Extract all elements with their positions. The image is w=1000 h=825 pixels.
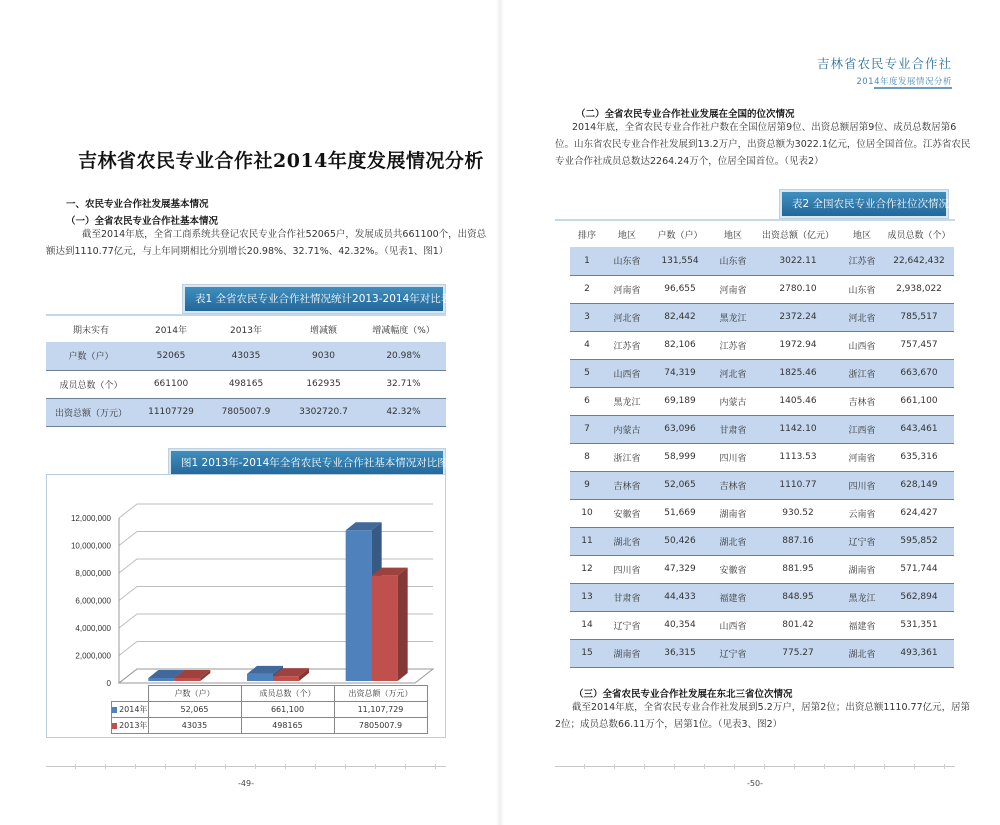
cell: 浙江省	[840, 359, 884, 387]
cell: 3	[570, 303, 604, 331]
cell: 20.98%	[361, 342, 446, 370]
cell: 643,461	[884, 415, 954, 443]
cell: 131,554	[650, 247, 710, 275]
cell: 辽宁省	[604, 611, 650, 639]
table-row	[570, 359, 954, 387]
cell: 531,351	[884, 611, 954, 639]
y-tick-label: 0	[106, 679, 111, 688]
cell: 595,852	[884, 527, 954, 555]
cell: 50,426	[650, 527, 710, 555]
table-row	[570, 471, 954, 499]
cell: 山西省	[840, 331, 884, 359]
cell: 2372.24	[756, 303, 840, 331]
paragraph-line: 2位；成员总数66.11万个，居第1位。（见表3、图2）	[555, 719, 783, 730]
table-row	[570, 415, 954, 443]
cell: 5	[570, 359, 604, 387]
legend-entry-2014	[112, 702, 149, 718]
cell: 493,361	[884, 639, 954, 667]
paragraph-line: 截至2014年底，全省工商系统共登记农民专业合作社52065户，发展成员共661100个，出资总	[82, 229, 487, 240]
table-row	[46, 342, 446, 370]
section-heading: 一、农民专业合作社发展基本情况	[66, 199, 209, 210]
cell: 湖南省	[710, 499, 756, 527]
page-number: -49-	[238, 779, 254, 788]
column-header: 2014年	[155, 325, 187, 336]
cell: 8	[570, 443, 604, 471]
running-head	[817, 54, 952, 87]
cell: 甘肃省	[710, 415, 756, 443]
table-row	[570, 387, 954, 415]
table2	[570, 221, 954, 668]
cell: 2	[570, 275, 604, 303]
cell: 785,517	[884, 303, 954, 331]
table-row	[570, 555, 954, 583]
cell: 69,189	[650, 387, 710, 415]
gridline	[119, 504, 433, 518]
cell: 河北省	[604, 303, 650, 331]
cell: 福建省	[840, 611, 884, 639]
cell: 吉林省	[710, 471, 756, 499]
cell: 1972.94	[756, 331, 840, 359]
document-title: 吉林省农民专业合作社2014年度发展情况分析	[78, 150, 484, 172]
cell: 74,319	[650, 359, 710, 387]
cell: 635,316	[884, 443, 954, 471]
cell: 12	[570, 555, 604, 583]
cell: 1110.77	[756, 471, 840, 499]
category-label: 成员总数（个）	[241, 686, 334, 702]
gridline	[119, 532, 433, 546]
y-tick-label: 2,000,000	[75, 651, 111, 661]
cell: 1825.46	[756, 359, 840, 387]
cell: 162935	[286, 370, 361, 398]
table-row	[570, 443, 954, 471]
legend-swatch-icon	[112, 723, 117, 729]
running-head-title: 吉林省农民专业合作社	[816, 56, 952, 71]
cell: 黑龙江	[604, 387, 650, 415]
cell: 1405.46	[756, 387, 840, 415]
data-label: 498165	[241, 718, 334, 734]
cell: 881.95	[756, 555, 840, 583]
data-label: 43035	[148, 718, 241, 734]
running-head-rule	[874, 87, 952, 89]
table1-caption: 表1 全省农民专业合作社情况统计2013-2014年对比表	[183, 285, 445, 313]
cell: 52065	[136, 342, 206, 370]
paragraph-line: 额达到1110.77亿元，与上年同期相比分别增长20.98%、32.71%、42.32%。（见表1、图1）	[46, 246, 449, 257]
cell: 吉林省	[604, 471, 650, 499]
figure1-caption: 图1 2013年-2014年全省农民专业合作社基本情况对比图	[169, 449, 445, 477]
table-row	[570, 583, 954, 611]
cell: 1	[570, 247, 604, 275]
cell: 河南省	[840, 443, 884, 471]
paragraph-line: 专业合作社成员总数达2264.24万个，位居全国首位。（见表2）	[555, 156, 824, 167]
cell: 云南省	[840, 499, 884, 527]
column-header: 期末实有	[72, 325, 109, 336]
data-label: 52,065	[148, 702, 241, 718]
cell: 624,427	[884, 499, 954, 527]
column-header: 排序	[577, 230, 596, 241]
cell: 22,642,432	[884, 247, 954, 275]
footer-ticks	[555, 764, 955, 769]
chart-data-table	[111, 685, 428, 734]
cell: 江苏省	[840, 247, 884, 275]
bar-2013年-2	[372, 568, 408, 681]
cell: 52,065	[650, 471, 710, 499]
cell: 辽宁省	[840, 527, 884, 555]
cell: 山东省	[710, 247, 756, 275]
cell: 757,457	[884, 331, 954, 359]
cell: 6	[570, 387, 604, 415]
cell: 吉林省	[840, 387, 884, 415]
cell: 7805007.9	[206, 398, 286, 426]
y-tick-label: 10,000,000	[70, 541, 111, 551]
figure1-chart-frame	[46, 474, 446, 738]
table-row	[570, 639, 954, 667]
cell: 562,894	[884, 583, 954, 611]
table-row	[570, 303, 954, 331]
column-header: 户数（户）	[657, 230, 703, 241]
cell: 13	[570, 583, 604, 611]
cell: 河南省	[710, 275, 756, 303]
cell: 661100	[136, 370, 206, 398]
cell: 辽宁省	[710, 639, 756, 667]
cell: 82,106	[650, 331, 710, 359]
y-tick-label: 8,000,000	[75, 569, 111, 578]
table-header-row	[570, 221, 954, 247]
cell: 3302720.7	[286, 398, 361, 426]
cell: 四川省	[710, 443, 756, 471]
cell: 河北省	[840, 303, 884, 331]
cell: 32.71%	[361, 370, 446, 398]
cell: 湖南省	[604, 639, 650, 667]
table-row	[570, 611, 954, 639]
table-row	[570, 499, 954, 527]
table-row	[570, 275, 954, 303]
cell: 775.27	[756, 639, 840, 667]
column-header: 增减幅度（%）	[372, 325, 435, 336]
cell: 江苏省	[710, 331, 756, 359]
cell: 内蒙古	[604, 415, 650, 443]
cell: 47,329	[650, 555, 710, 583]
cell: 40,354	[650, 611, 710, 639]
cell: 江西省	[840, 415, 884, 443]
table-header-row	[46, 316, 446, 342]
cell: 82,442	[650, 303, 710, 331]
paragraph-line: 2014年底，全省农民专业合作社户数在全国位居第9位、出资总额居第9位、成员总数居第6	[572, 122, 957, 133]
page-number: -50-	[747, 779, 763, 788]
cell: 山东省	[840, 275, 884, 303]
y-tick-label: 12,000,000	[70, 514, 111, 523]
cell: 96,655	[650, 275, 710, 303]
category-label: 户数（户）	[148, 686, 241, 702]
cell: 801.42	[756, 611, 840, 639]
table-row	[46, 398, 446, 426]
subsection-heading: （二）全省农民专业合作社业发展在全国的位次情况	[576, 109, 795, 120]
table-row	[570, 331, 954, 359]
column-header: 地区	[852, 230, 871, 241]
legend-label: 2014年	[119, 705, 148, 714]
cell: 湖南省	[840, 555, 884, 583]
cell: 山西省	[604, 359, 650, 387]
cell: 山西省	[710, 611, 756, 639]
cell: 江苏省	[604, 331, 650, 359]
cell: 498165	[206, 370, 286, 398]
table-row	[570, 247, 954, 275]
cell: 663,670	[884, 359, 954, 387]
column-header: 2013年	[230, 325, 262, 336]
cell: 4	[570, 331, 604, 359]
cell: 43035	[206, 342, 286, 370]
cell: 黑龙江	[710, 303, 756, 331]
cell: 四川省	[604, 555, 650, 583]
cell: 11107729	[136, 398, 206, 426]
cell: 7	[570, 415, 604, 443]
footer-ticks	[46, 764, 446, 769]
column-header: 出资总额（亿元）	[761, 230, 834, 241]
right-page	[500, 0, 1000, 825]
table-row	[570, 527, 954, 555]
cell: 安徽省	[710, 555, 756, 583]
data-label: 11,107,729	[334, 702, 427, 718]
data-label: 7805007.9	[334, 718, 427, 734]
cell: 44,433	[650, 583, 710, 611]
cell: 571,744	[884, 555, 954, 583]
cell: 11	[570, 527, 604, 555]
table2-caption: 表2 全国农民专业合作社位次情况	[780, 190, 948, 218]
legend-entry-2013	[112, 718, 149, 734]
cell: 河南省	[604, 275, 650, 303]
paragraph-line: 位。山东省农民专业合作社发展到13.2万户，出资总额为3022.1亿元，位居全国首位。江苏省农民	[555, 139, 971, 150]
legend-swatch-icon	[112, 707, 117, 713]
cell: 15	[570, 639, 604, 667]
cell: 36,315	[650, 639, 710, 667]
cell: 山东省	[604, 247, 650, 275]
category-label: 出资总额（万元）	[334, 686, 427, 702]
cell: 河北省	[710, 359, 756, 387]
cell: 58,999	[650, 443, 710, 471]
column-header: 地区	[617, 230, 636, 241]
cell: 安徽省	[604, 499, 650, 527]
cell: 出资总额（万元）	[46, 398, 136, 426]
cell: 10	[570, 499, 604, 527]
cell: 甘肃省	[604, 583, 650, 611]
cell: 661,100	[884, 387, 954, 415]
running-head-subtitle: 2014年度发展情况分析	[856, 77, 952, 87]
data-label: 661,100	[241, 702, 334, 718]
cell: 930.52	[756, 499, 840, 527]
empty-cell	[112, 686, 149, 702]
legend-label: 2013年	[119, 721, 148, 730]
cell: 湖北省	[710, 527, 756, 555]
cell: 628,149	[884, 471, 954, 499]
cell: 四川省	[840, 471, 884, 499]
paragraph-line: 截至2014年底，全省农民专业合作社发展到5.2万户，居第2位；出资总额1110.77亿元，居第	[572, 702, 971, 713]
y-tick-label: 6,000,000	[75, 596, 111, 606]
subsection-heading: （三）全省农民专业合作社发展在东北三省位次情况	[574, 689, 793, 700]
cell: 福建省	[710, 583, 756, 611]
cell: 63,096	[650, 415, 710, 443]
cell: 湖北省	[840, 639, 884, 667]
cell: 51,669	[650, 499, 710, 527]
column-header: 成员总数（个）	[887, 230, 951, 241]
cell: 浙江省	[604, 443, 650, 471]
cell: 42.32%	[361, 398, 446, 426]
cell: 887.16	[756, 527, 840, 555]
cell: 黑龙江	[840, 583, 884, 611]
cell: 1113.53	[756, 443, 840, 471]
cell: 1142.10	[756, 415, 840, 443]
y-tick-label: 4,000,000	[75, 624, 111, 633]
cell: 2780.10	[756, 275, 840, 303]
cell: 2,938,022	[884, 275, 954, 303]
column-header: 增减额	[309, 325, 337, 336]
cell: 湖北省	[604, 527, 650, 555]
cell: 9	[570, 471, 604, 499]
cell: 9030	[286, 342, 361, 370]
cell: 848.95	[756, 583, 840, 611]
cell: 户数（户）	[46, 342, 136, 370]
subsection-heading: （一）全省农民专业合作社基本情况	[66, 216, 219, 227]
cell: 3022.11	[756, 247, 840, 275]
table-row	[46, 370, 446, 398]
cell: 14	[570, 611, 604, 639]
column-header: 地区	[723, 230, 742, 241]
cell: 内蒙古	[710, 387, 756, 415]
table1	[46, 316, 446, 427]
cell: 成员总数（个）	[46, 370, 136, 398]
